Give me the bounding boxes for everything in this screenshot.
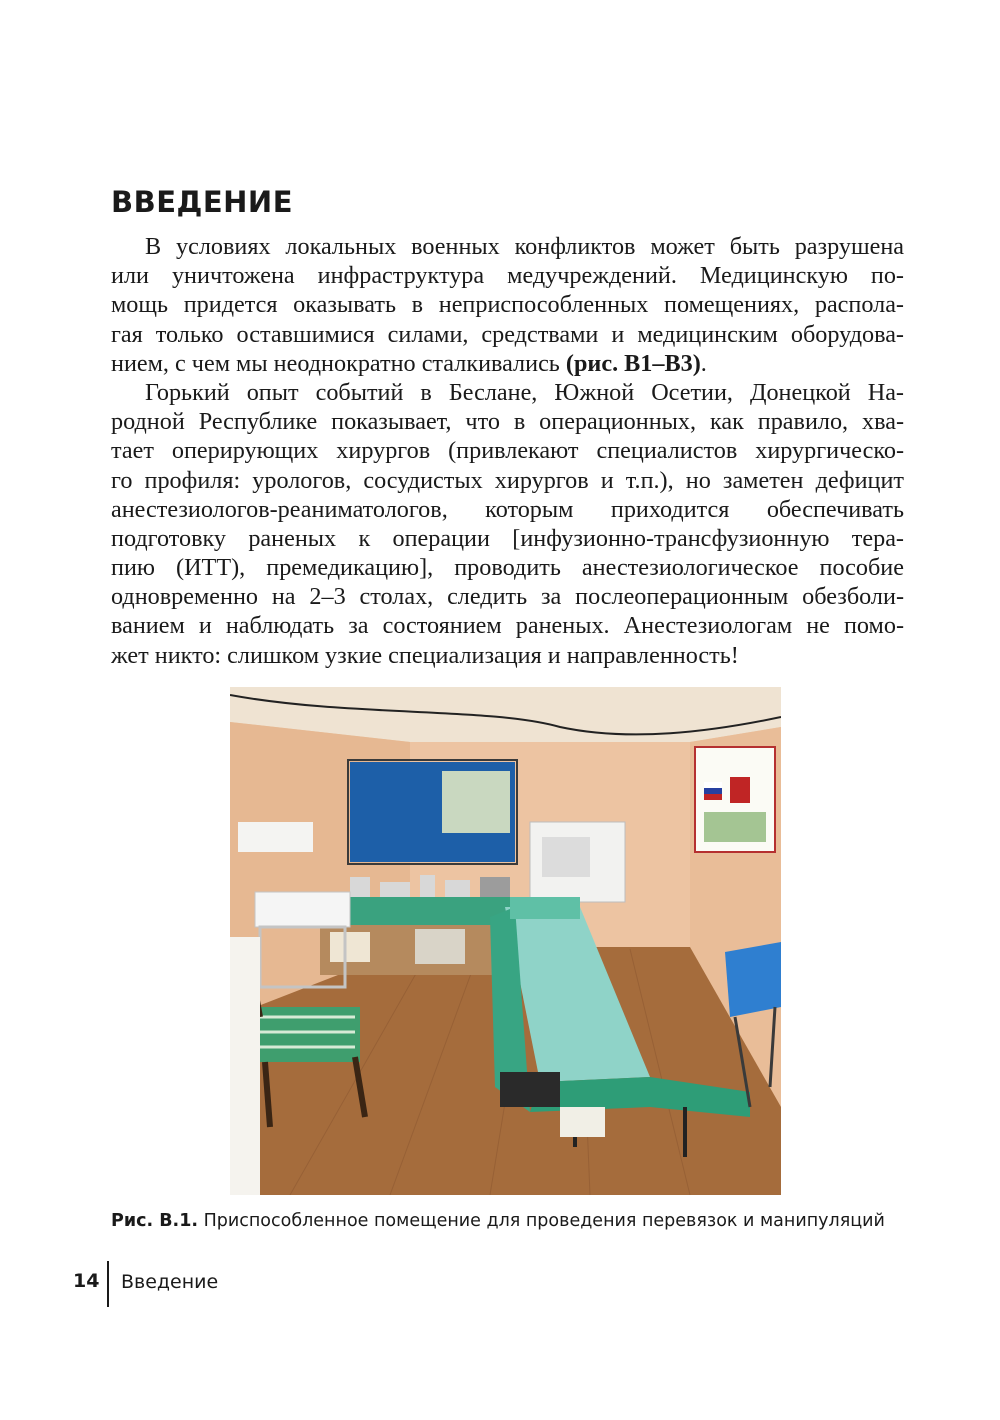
page-number: 14: [73, 1270, 100, 1292]
figure-photo: [230, 687, 781, 1195]
side-cart: [255, 892, 350, 927]
text-line: Горький опыт событий в Беслане, Южной Осетии, Донецкой На-: [145, 378, 904, 406]
text-line: гая только оставшимися силами, средствами и медицинским оборудова-: [111, 320, 904, 348]
text-line-part: нием, с чем мы неоднократно сталкивались: [111, 349, 566, 377]
text-line: пию (ИТТ), премедикацию], проводить анестезиологическое пособие: [111, 554, 904, 582]
text-line: жет никто: слишком узкие специализация и направленность!: [111, 641, 739, 669]
window-opening: [442, 771, 510, 833]
figure-label: Рис. В.1.: [111, 1211, 199, 1231]
section-heading: ВВЕДЕНИЕ: [111, 185, 294, 219]
chair-blanket: [250, 1007, 360, 1062]
text-line: или уничтожена инфраструктура медучреждений. Медицинскую по-: [111, 262, 904, 290]
text-line: родной Республике показывает, что в операционных, как правило, хва-: [111, 408, 904, 436]
figure-caption: [111, 1211, 911, 1231]
text-line: тает оперирующих хирургов (привлекают специалистов хирургическо-: [111, 437, 904, 465]
folding-chair: [725, 942, 781, 1017]
text-line: ванием и наблюдать за состоянием раненых. Анестезиологам не помо-: [111, 612, 904, 640]
room-illustration: [230, 687, 781, 1195]
text-line: В условиях локальных военных конфликтов может быть разрушена: [145, 233, 904, 260]
text-line-part: .: [700, 349, 707, 377]
text-line: анестезиологов-реаниматологов, которым приходится обеспечивать: [111, 495, 904, 523]
figure-caption-text: Приспособленное помещение для проведения перевязок и манипуляций: [198, 1211, 885, 1231]
text-line: [111, 349, 904, 378]
text-line: мощь придется оказывать в неприспособленных помещениях, распола-: [111, 291, 904, 319]
door: [230, 937, 260, 1195]
footer-divider: [107, 1261, 109, 1307]
text-line: одновременно на 2–3 столах, следить за послеоперационным обезболи-: [111, 583, 904, 611]
text-line: подготовку раненых к операции [инфузионно-трансфузионную тера-: [111, 524, 904, 552]
body-text: [111, 232, 904, 670]
wall-shelf: [238, 822, 313, 852]
figure-reference: (рис. В1–В3): [565, 349, 701, 377]
running-footer-title: Введение: [121, 1271, 219, 1293]
text-line: го профиля: урологов, сосудистых хирургов и т.п.), но заметен дефицит: [111, 466, 904, 494]
